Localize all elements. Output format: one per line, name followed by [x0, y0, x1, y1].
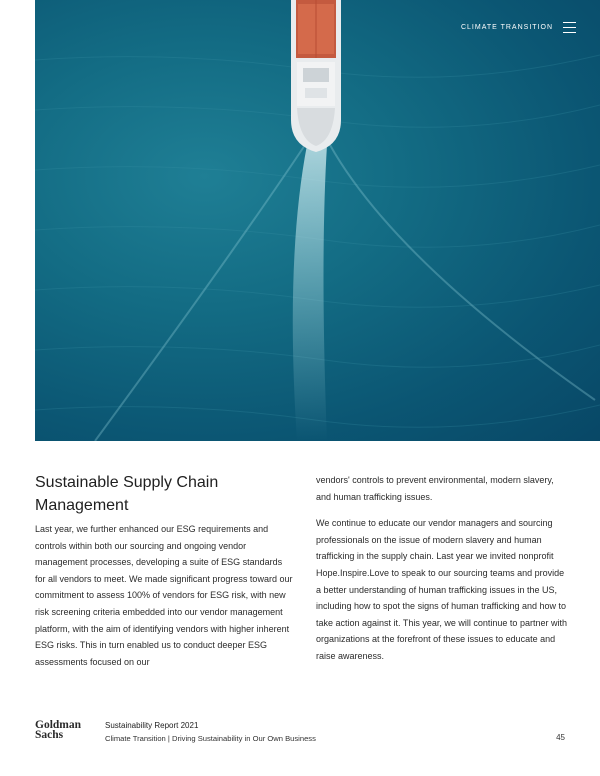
paragraph: Last year, we further enhanced our ESG requirements and controls within both our sourcing and ongoing vendor management processes, developing a suite of ESG standards for all vendors to meet. We made significant progress toward our commitment to assess 100% of vendors for ESG risk, with new risk screening criteria embedded into our vendor management platform, with the aim of identifying vendors with higher inherent ESG risks. This in turn enabled us to conduct deeper ESG assessments focused on our	[35, 524, 293, 667]
left-column	[35, 521, 295, 680]
right-column	[316, 472, 568, 675]
goldman-sachs-logo	[35, 720, 95, 740]
section-heading: Sustainable Supply Chain Management	[35, 474, 219, 514]
top-nav	[461, 22, 576, 33]
hero-ship-photo	[35, 0, 600, 441]
page-number: 45	[556, 733, 565, 742]
report-title: Sustainability Report 2021	[105, 721, 199, 730]
paragraph: vendors' controls to prevent environmental, modern slavery, and human trafficking issues.	[316, 475, 554, 502]
logo-line-1: Goldman	[35, 719, 82, 731]
logo-line-2: Sachs	[35, 729, 64, 741]
ship-illustration	[35, 0, 600, 441]
paragraph: We continue to educate our vendor managers and sourcing professionals on the issue of modern slavery and human trafficking in the supply chain. Last year we invited nonprofit Hope.Inspire.Love to speak to our sourcing teams and provide a better understanding of human trafficking issues in the US, including how to spot the signs of human trafficking and how to take action against it. This year, we will continue to partner with organizations at the forefront of these issues to educate and raise awareness.	[316, 518, 567, 661]
page-footer	[35, 720, 565, 750]
report-subtitle: Climate Transition | Driving Sustainability in Our Own Business	[105, 734, 316, 743]
section-label: CLIMATE TRANSITION	[460, 24, 553, 31]
hamburger-menu-icon[interactable]	[563, 22, 576, 33]
